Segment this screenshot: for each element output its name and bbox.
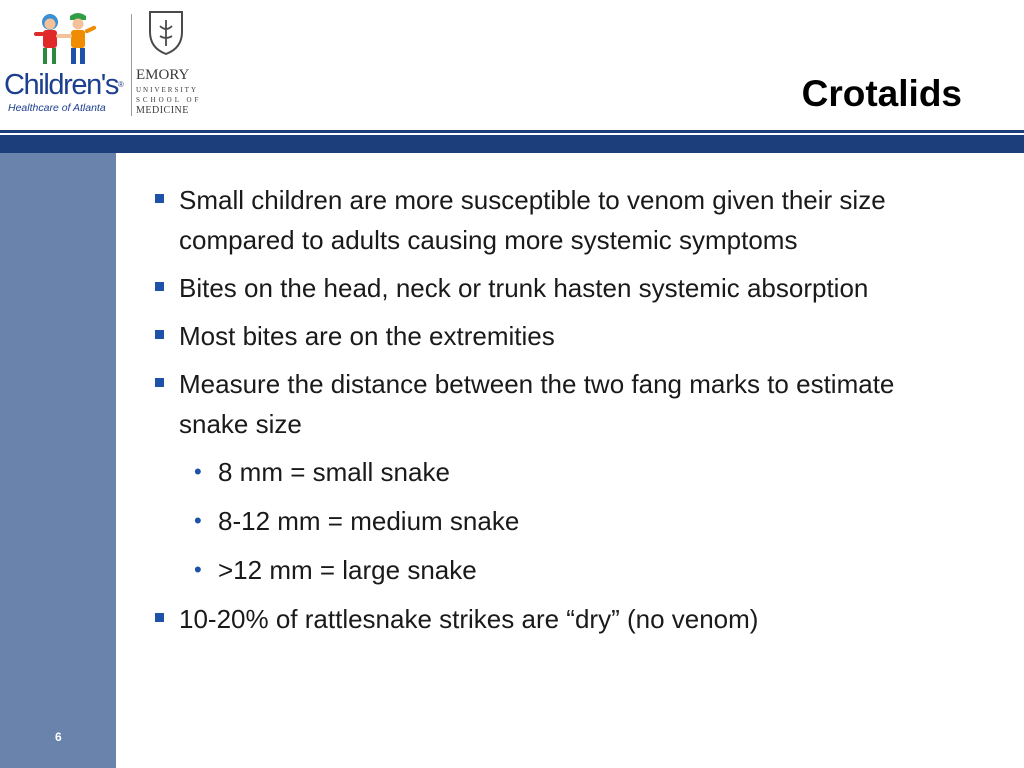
sidebar-panel	[0, 153, 116, 768]
sub-bullet-item	[150, 452, 970, 492]
logo-divider	[131, 14, 132, 116]
round-bullet-icon: •	[194, 557, 202, 582]
sub-bullet-item	[150, 550, 970, 590]
bullet-text: Measure the distance between the two fang marks to estimate snake size	[179, 369, 895, 439]
header-bar	[0, 135, 1024, 153]
emory-medicine-logo	[134, 10, 206, 120]
children-figures-icon	[30, 10, 102, 72]
childrens-subtitle: Healthcare of Atlanta	[8, 102, 106, 114]
square-bullet-icon	[155, 613, 164, 622]
bullet-list	[150, 180, 970, 647]
sub-bullet-item	[150, 501, 970, 541]
sub-bullet-text: 8-12 mm = medium snake	[218, 506, 520, 536]
emory-school-text: SCHOOL OF	[136, 96, 202, 104]
bullet-item	[150, 180, 970, 260]
childrens-healthcare-logo	[4, 10, 128, 120]
square-bullet-icon	[155, 378, 164, 387]
sub-bullet-text: >12 mm = large snake	[218, 555, 477, 585]
bullet-item	[150, 268, 970, 308]
bullet-item	[150, 316, 970, 356]
emory-wordmark: EMORY	[136, 67, 190, 83]
page-number: 6	[55, 730, 62, 744]
sub-bullet-text: 8 mm = small snake	[218, 457, 450, 487]
bullet-text: 10-20% of rattlesnake strikes are “dry” (no venom)	[179, 604, 759, 634]
childrens-wordmark: Children's®	[4, 69, 124, 101]
round-bullet-icon: •	[194, 508, 202, 533]
bullet-text: Most bites are on the extremities	[179, 321, 555, 351]
bullet-text: Bites on the head, neck or trunk hasten systemic absorption	[179, 273, 869, 303]
emory-university-text: UNIVERSITY	[136, 86, 198, 94]
square-bullet-icon	[155, 282, 164, 291]
bullet-item	[150, 364, 970, 444]
emory-shield-icon	[148, 10, 184, 56]
bullet-text: Small children are more susceptible to venom given their size compared to adults causing more systemic symptoms	[179, 185, 886, 255]
header-rule-thin	[0, 130, 1024, 133]
bullet-item	[150, 599, 970, 639]
emory-medicine-text: MEDICINE	[136, 105, 189, 116]
square-bullet-icon	[155, 330, 164, 339]
logo-area	[0, 0, 210, 128]
round-bullet-icon: •	[194, 459, 202, 484]
slide-title: Crotalids	[801, 73, 962, 114]
square-bullet-icon	[155, 194, 164, 203]
